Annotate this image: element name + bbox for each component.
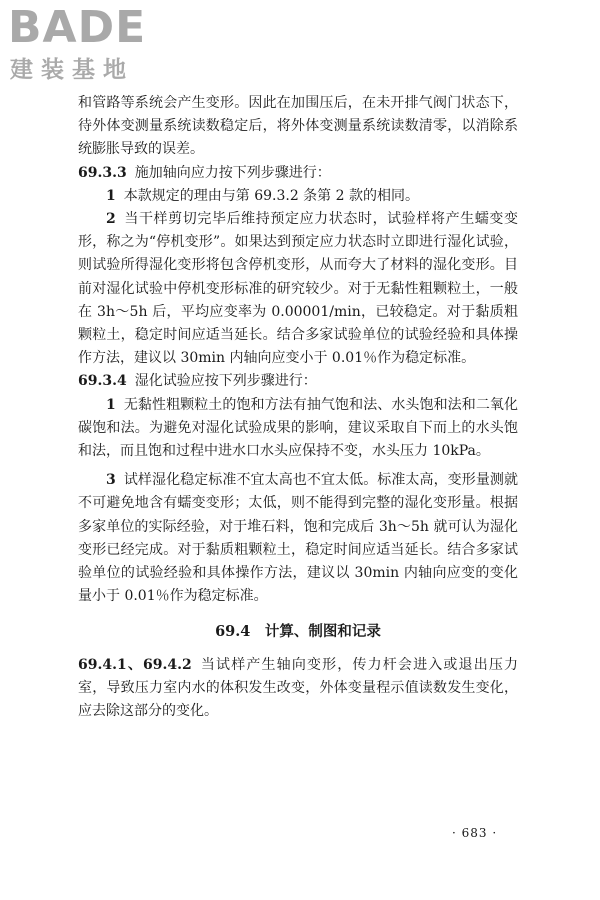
clause-69-3-4-item-1 [78, 394, 518, 464]
logo-subtitle: 建装基地 [10, 57, 134, 83]
clause-number: 69.3.3 [78, 164, 127, 181]
clause-text: 施加轴向应力按下列步骤进行： [134, 164, 331, 181]
item-text: 试样湿化稳定标准不宜太高也不宜太低。标准太高，变形量测就不可避免地含有蠕变变形；太低，则不能得到完整的湿化变形量。根据多家单位的实际经验，对于堆石料，饱和完成后 3h～5h 就可认为湿化变形已经完成。对于黏质粗颗粒土，稳定时间应适当延长。结合多家试验单位的试验经验和具体操作方法，建议以 30min 内轴向应变的变化量小于 0.01％作为稳定标准。 [78, 472, 518, 605]
clause-69-3-4 [78, 370, 518, 393]
item-text: 当干样剪切完毕后维持预定应力状态时，试验样将产生蠕变变形，称之为“停机变形”。如果达到预定应力状态时立即进行湿化试验，则试验所得湿化变形将包含停机变形，从而夸大了材料的湿化变形。目前对湿化试验中停机变形标准的研究较少。对于无黏性粗颗粒土，一般在 3h～5h 后，平均应变率为 0.00001/min，已较稳定。对于黏质粗颗粒土，稳定时间应适当延长。结合多家试验单位的试验经验和具体操作方法，建议以 30min 内轴向应变小于 0.01％作为稳定标准。 [78, 211, 518, 367]
section-title: 69.4 计算、制图和记录 [215, 623, 381, 641]
clause-69-4-1-69-4-2 [78, 654, 518, 724]
item-number: 1 [106, 187, 116, 204]
document-body [78, 92, 518, 723]
clause-69-3-3-item-2 [78, 208, 518, 370]
clause-text: 当试样产生轴向变形，传力杆会进入或退出压力室，导致压力室内水的体积发生改变，外体变量程示值读数发生变化，应去除这部分的变化。 [78, 656, 519, 720]
bade-logo [8, 2, 178, 86]
item-number: 3 [106, 472, 116, 489]
clause-69-3-4-item-3 [78, 469, 518, 608]
page-number: · 683 · [452, 826, 498, 840]
paragraph-continuation: 和管路等系统会产生变形。因此在加围压后，在未开排气阀门状态下，待外体变测量系统读数稳定后，将外体变测量系统读数清零，以消除系统膨胀导致的误差。 [78, 95, 518, 158]
clause-text: 湿化试验应按下列步骤进行： [134, 373, 317, 390]
item-text: 本款规定的理由与第 69.3.2 条第 2 款的相同。 [123, 187, 419, 204]
clause-number: 69.3.4 [78, 373, 127, 390]
item-number: 2 [106, 211, 116, 228]
clause-69-3-3 [78, 162, 518, 185]
logo-wordmark: BADE [8, 2, 147, 53]
item-text: 无黏性粗颗粒土的饱和方法有抽气饱和法、水头饱和法和二氧化碳饱和法。为避免对湿化试验成果的影响，建议采取自下而上的水头饱和法，而且饱和过程中进水口水头应保持不变，水头压力 10kPa。 [78, 396, 518, 460]
item-number: 1 [106, 396, 116, 413]
clause-69-3-3-item-1 [78, 185, 518, 208]
clause-number: 69.4.1、69.4.2 [78, 656, 192, 673]
